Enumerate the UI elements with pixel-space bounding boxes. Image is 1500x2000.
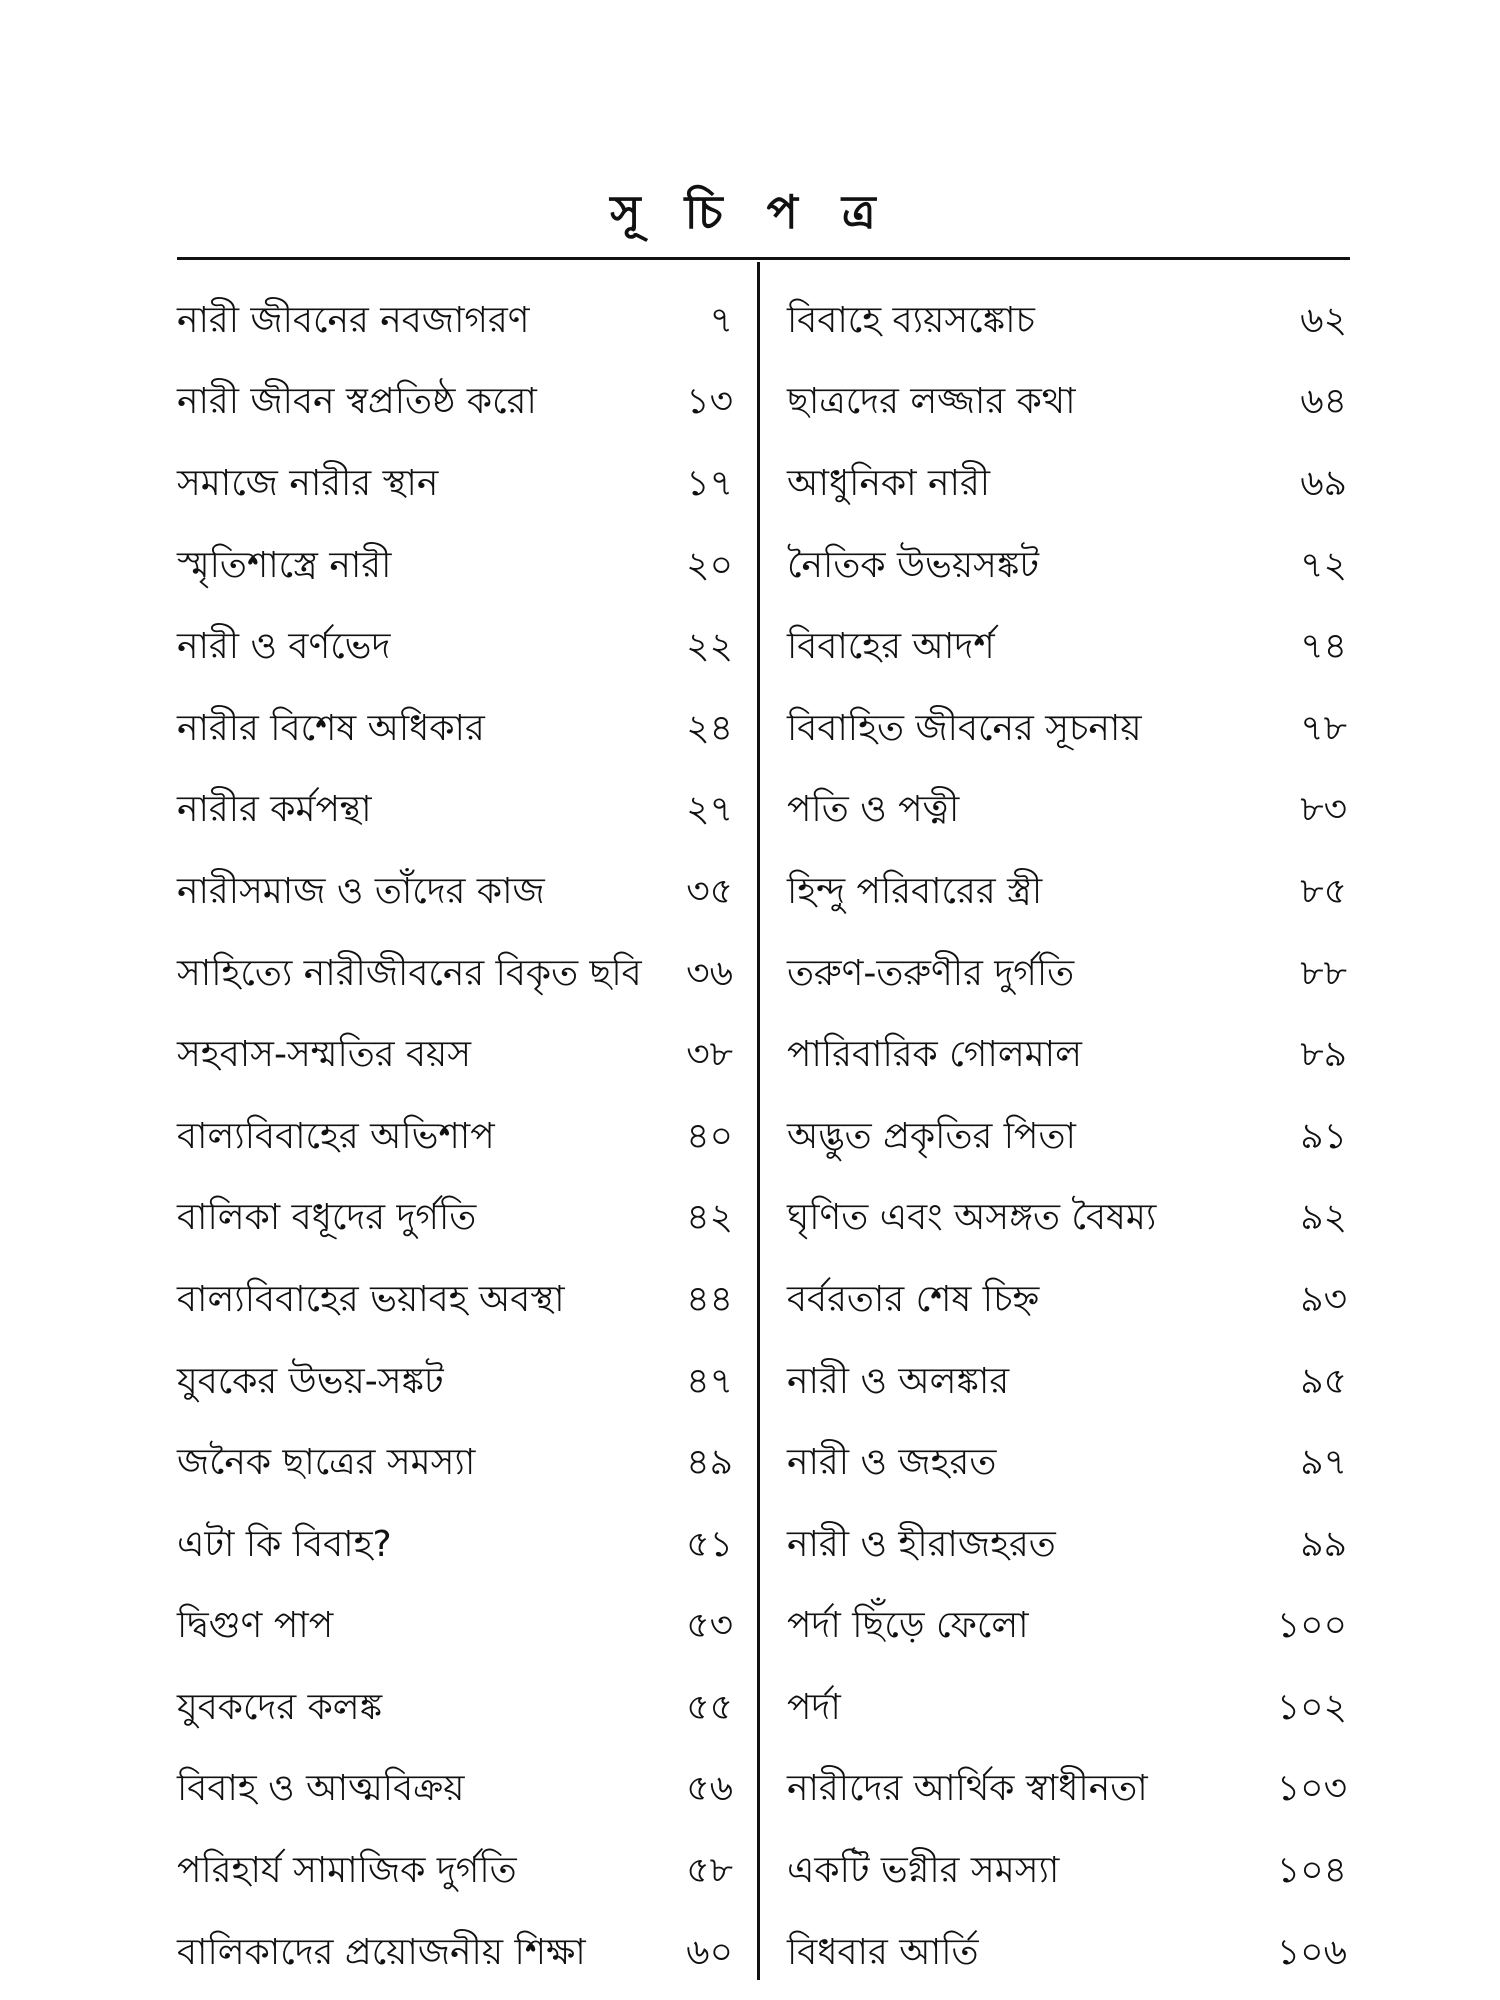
toc-entry-page: ৮৯ (1300, 1034, 1347, 1076)
toc-entry (177, 282, 737, 364)
toc-entry (177, 1588, 737, 1670)
toc-entry-title: বাল্যবিবাহের ভয়াবহ অবস্থা (177, 1278, 565, 1320)
toc-entry (787, 282, 1347, 364)
toc-entry-page: ৯৩ (1300, 1278, 1347, 1320)
toc-entry-title: এটা কি বিবাহ? (177, 1523, 392, 1565)
toc-entry-page: ৮৩ (1300, 789, 1347, 831)
toc-entry-title: বিধবার আর্তি (787, 1931, 979, 1973)
toc-entry (787, 527, 1347, 609)
toc-entry (787, 1914, 1347, 1996)
toc-entry-page: ৭৮ (1300, 707, 1347, 749)
toc-entry (787, 1098, 1347, 1180)
toc-entry-page: ১০০ (1276, 1605, 1347, 1647)
toc-entry-page: ৪২ (686, 1197, 733, 1239)
toc-entry-title: পারিবারিক গোলমাল (787, 1034, 1082, 1076)
toc-entry (177, 1424, 737, 1506)
toc-entry (787, 1669, 1347, 1751)
toc-entry-title: পরিহার্য সামাজিক দুর্গতি (177, 1850, 517, 1892)
toc-entry-title: বর্বরতার শেষ চিহ্ন (787, 1278, 1040, 1320)
toc-entry (787, 1180, 1347, 1262)
toc-entry (787, 935, 1347, 1017)
toc-entry-page: ১৭ (686, 462, 733, 504)
toc-entry-title: একটি ভগ্নীর সমস্যা (787, 1850, 1060, 1892)
toc-entry-page: ৯৯ (1300, 1523, 1347, 1565)
toc-entry-page: ৭ (709, 299, 733, 341)
toc-entry-title: সাহিত্যে নারীজীবনের বিকৃত ছবি (177, 952, 642, 994)
toc-entry (177, 935, 737, 1017)
toc-entry (177, 364, 737, 446)
toc-entry (177, 1914, 737, 1996)
toc-entry-title: সমাজে নারীর স্থান (177, 462, 439, 504)
toc-entry-title: স্মৃতিশাস্ত্রে নারী (177, 544, 392, 586)
toc-entry-title: বালিকাদের প্রয়োজনীয় শিক্ষা (177, 1931, 586, 1973)
toc-entry-page: ৫৩ (686, 1605, 733, 1647)
toc-entry-page: ৯২ (1300, 1197, 1347, 1239)
toc-entry-title: নারী ও হীরাজহরত (787, 1523, 1056, 1565)
toc-entry-title: বিবাহিত জীবনের সূচনায় (787, 707, 1142, 749)
toc-entry-page: ২৭ (686, 789, 733, 831)
toc-entry-page: ৯৭ (1300, 1442, 1347, 1484)
toc-entry-page: ৩৮ (686, 1034, 733, 1076)
toc-entry (177, 1261, 737, 1343)
toc-entry (787, 1588, 1347, 1670)
toc-entry (177, 608, 737, 690)
toc-entry-title: পর্দা ছিঁড়ে ফেলো (787, 1605, 1029, 1647)
toc-entry (177, 1506, 737, 1588)
toc-right-column (787, 282, 1347, 1995)
toc-entry-title: বিবাহের আদর্শ (787, 626, 995, 668)
toc-entry-title: সহবাস-সম্মতির বয়স (177, 1034, 472, 1076)
toc-entry (177, 1669, 737, 1751)
toc-entry-title: ছাত্রদের লজ্জার কথা (787, 381, 1076, 423)
toc-entry-page: ২০ (686, 544, 733, 586)
toc-entry-page: ৫৬ (686, 1768, 733, 1810)
toc-entry-title: বিবাহে ব্যয়সঙ্কোচ (787, 299, 1035, 341)
column-divider (757, 262, 760, 1980)
toc-entry (177, 1751, 737, 1833)
toc-entry-page: ১০৬ (1276, 1931, 1347, 1973)
toc-entry-page: ১০৪ (1276, 1850, 1347, 1892)
toc-entry (177, 690, 737, 772)
toc-entry (177, 853, 737, 935)
toc-entry (787, 772, 1347, 854)
toc-entry (787, 1506, 1347, 1588)
toc-entry-title: যুবকের উভয়-সঙ্কট (177, 1360, 444, 1402)
toc-entry-title: বালিকা বধূদের দুর্গতি (177, 1197, 477, 1239)
toc-entry (177, 1832, 737, 1914)
toc-entry-title: নারী জীবনের নবজাগরণ (177, 299, 530, 341)
toc-entry-page: ৭৪ (1300, 626, 1347, 668)
toc-entry-page: ১৩ (686, 381, 733, 423)
toc-entry (787, 1424, 1347, 1506)
toc-entry (787, 853, 1347, 935)
toc-entry-title: পতি ও পত্নী (787, 789, 960, 831)
toc-entry-title: বাল্যবিবাহের অভিশাপ (177, 1115, 495, 1157)
toc-entry-page: ১০৩ (1276, 1768, 1347, 1810)
toc-entry-page: ৩৬ (686, 952, 733, 994)
toc-entry (177, 527, 737, 609)
toc-entry (177, 1180, 737, 1262)
title-rule (177, 257, 1350, 260)
toc-entry-page: ৬২ (1300, 299, 1347, 341)
toc-entry-page: ৮৮ (1300, 952, 1347, 994)
toc-entry-page: ৫১ (686, 1523, 733, 1565)
toc-entry-page: ৬৪ (1300, 381, 1347, 423)
toc-entry-title: যুবকদের কলঙ্ক (177, 1686, 383, 1728)
toc-entry (787, 1832, 1347, 1914)
toc-entry-title: তরুণ-তরুণীর দুর্গতি (787, 952, 1075, 994)
toc-entry-page: ১০২ (1276, 1686, 1347, 1728)
toc-left-column (177, 282, 737, 1995)
toc-entry-page: ৪৪ (686, 1278, 733, 1320)
toc-entry (787, 1343, 1347, 1425)
toc-entry (787, 364, 1347, 446)
toc-entry (787, 1016, 1347, 1098)
toc-entry-page: ৬০ (686, 1931, 733, 1973)
toc-entry-title: নৈতিক উভয়সঙ্কট (787, 544, 1039, 586)
toc-entry-page: ২৪ (686, 707, 733, 749)
toc-entry-page: ৯১ (1300, 1115, 1347, 1157)
toc-entry (787, 1751, 1347, 1833)
toc-entry (787, 690, 1347, 772)
toc-entry-title: নারী ও অলঙ্কার (787, 1360, 1010, 1402)
page-title: সূ চি প ত্র (610, 185, 890, 239)
toc-entry-page: ৭২ (1300, 544, 1347, 586)
toc-entry (177, 772, 737, 854)
toc-entry-title: নারী ও জহরত (787, 1442, 997, 1484)
toc-entry-page: ৯৫ (1300, 1360, 1347, 1402)
toc-entry-title: দ্বিগুণ পাপ (177, 1605, 334, 1647)
toc-entry-title: অদ্ভুত প্রকৃতির পিতা (787, 1115, 1076, 1157)
toc-entry (787, 608, 1347, 690)
toc-entry-title: হিন্দু পরিবারের স্ত্রী (787, 870, 1043, 912)
toc-entry-page: ৫৫ (686, 1686, 733, 1728)
toc-entry-title: ঘৃণিত এবং অসঙ্গত বৈষম্য (787, 1197, 1157, 1239)
toc-entry (787, 445, 1347, 527)
toc-entry-page: ২২ (686, 626, 733, 668)
toc-entry-title: জনৈক ছাত্রের সমস্যা (177, 1442, 476, 1484)
toc-entry-page: ৪০ (686, 1115, 733, 1157)
toc-entry-page: ৫৮ (686, 1850, 733, 1892)
toc-entry-title: পর্দা (787, 1686, 841, 1728)
toc-entry-page: ৬৯ (1300, 462, 1347, 504)
toc-entry-title: আধুনিকা নারী (787, 462, 991, 504)
toc-entry (177, 1016, 737, 1098)
toc-entry (177, 1098, 737, 1180)
toc-entry (177, 1343, 737, 1425)
toc-entry-page: ৪৭ (686, 1360, 733, 1402)
toc-entry (787, 1261, 1347, 1343)
toc-entry-page: ৪৯ (686, 1442, 733, 1484)
toc-entry-title: নারী জীবন স্বপ্রতিষ্ঠ করো (177, 381, 537, 423)
toc-entry-title: নারী ও বর্ণভেদ (177, 626, 391, 668)
toc-entry-title: নারীর কর্মপন্থা (177, 789, 372, 831)
toc-entry-title: নারীর বিশেষ অধিকার (177, 707, 485, 749)
toc-entry-title: বিবাহ ও আত্মবিক্রয় (177, 1768, 465, 1810)
toc-entry-page: ৩৫ (686, 870, 733, 912)
toc-entry-title: নারীসমাজ ও তাঁদের কাজ (177, 870, 545, 912)
toc-entry-title: নারীদের আর্থিক স্বাধীনতা (787, 1768, 1148, 1810)
toc-entry (177, 445, 737, 527)
toc-entry-page: ৮৫ (1300, 870, 1347, 912)
